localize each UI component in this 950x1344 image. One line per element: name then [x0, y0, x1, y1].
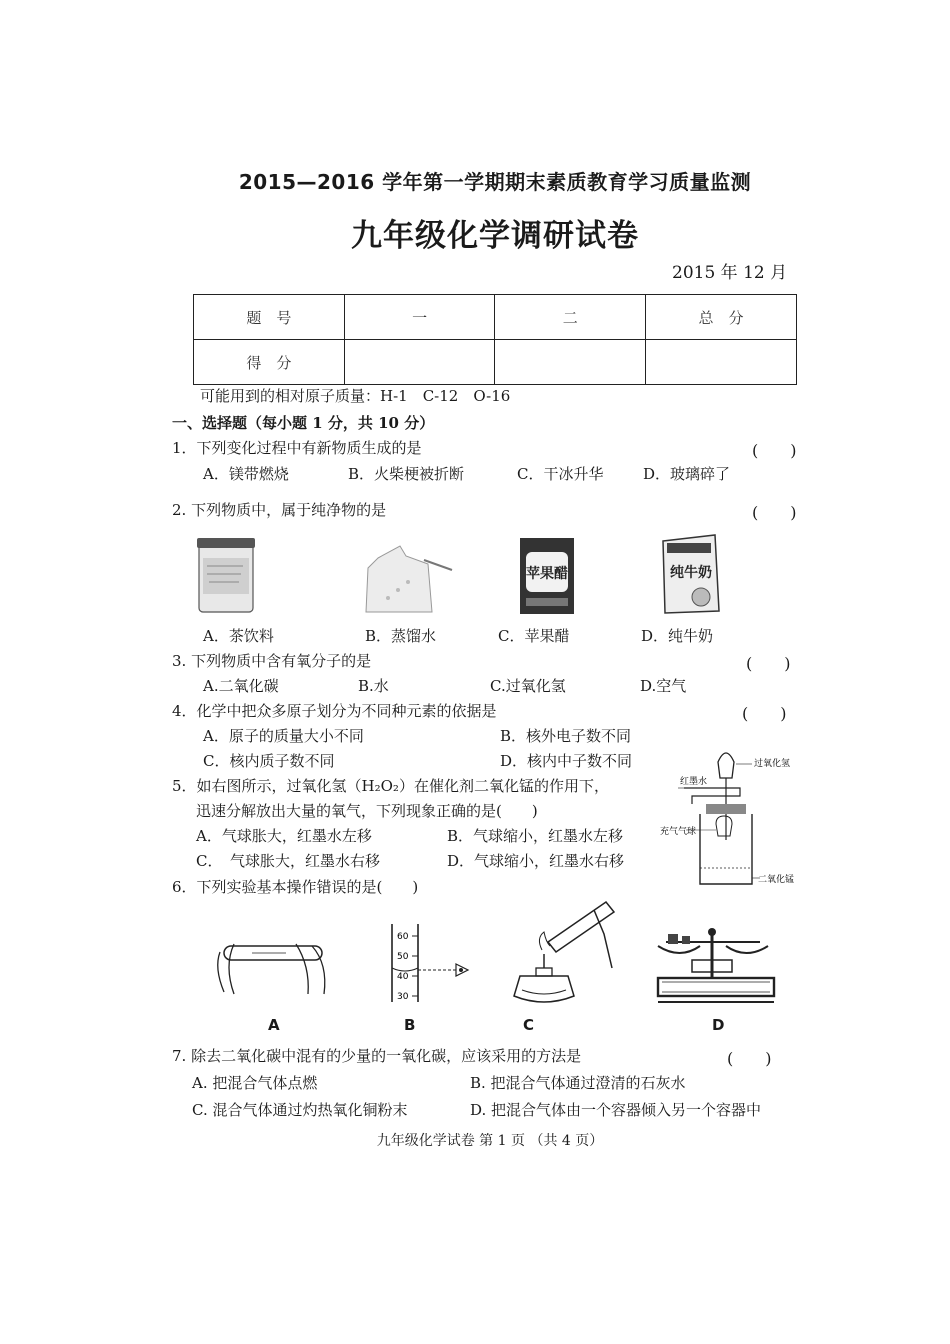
q5-apparatus-diagram: [660, 744, 800, 888]
q3-option-b: B.水: [358, 677, 389, 695]
q6-figure-d-label: D: [712, 1016, 725, 1034]
q6-figure-b-label: B: [404, 1016, 416, 1034]
q1-answer-paren[interactable]: ( ): [752, 441, 797, 460]
q5-option-b: B．气球缩小，红墨水左移: [447, 827, 624, 845]
q2-option-b: B．蒸馏水: [365, 627, 437, 645]
q1-option-d: D．玻璃碎了: [643, 465, 731, 483]
exam-date: 2015 年 12 月: [672, 263, 788, 283]
q4-option-a: A．原子的质量大小不同: [203, 727, 364, 745]
q7-option-b: B. 把混合气体通过澄清的石灰水: [470, 1074, 686, 1092]
exam-title: 九年级化学调研试卷: [351, 218, 639, 254]
q3-option-c: C.过氧化氢: [490, 677, 566, 695]
q5-option-d: D．气球缩小，红墨水右移: [447, 852, 625, 870]
q5-stem-line-1: 5．如右图所示，过氧化氢（H₂O₂）在催化剂二氧化锰的作用下，: [172, 777, 609, 795]
q5-option-a: A．气球胀大，红墨水左移: [196, 827, 372, 845]
section-1-heading: 一、选择题（每小题 1 分，共 10 分）: [172, 414, 435, 432]
q4-option-b: B．核外电子数不同: [500, 727, 632, 745]
q6-tick-40: 40: [397, 972, 409, 982]
q3-option-a: A.二氧化碳: [203, 677, 279, 695]
q6-figure-b-cylinder: [384, 922, 476, 1004]
q3-option-d: D.空气: [640, 677, 687, 695]
apple-vinegar-label-text: 苹果醋: [526, 566, 568, 582]
cell-score-section-2[interactable]: [495, 340, 646, 385]
cell-total-label: 总 分: [646, 295, 797, 340]
q5-option-c: C． 气球胀大，红墨水右移: [196, 852, 380, 870]
q7-option-c: C. 混合气体通过灼热氧化铜粉末: [192, 1101, 408, 1119]
tea-drink-bottle-image: [195, 536, 257, 614]
atomic-mass-note: 可能用到的相对原子质量：H-1 C-12 O-16: [200, 387, 511, 405]
page-footer: 九年级化学试卷 第 1 页 （共 4 页）: [376, 1133, 604, 1149]
q6-figure-d-balance: [652, 920, 780, 1004]
pure-milk-box-image: [659, 533, 723, 615]
q6-stem: 6．下列实验基本操作错误的是( ): [172, 878, 419, 896]
q3-stem: 3. 下列物质中含有氧分子的是: [172, 652, 372, 670]
q1-option-b: B．火柴梗被折断: [348, 465, 465, 483]
cell-section-2-label: 二: [495, 295, 646, 340]
q1-option-a: A．镁带燃烧: [203, 465, 289, 483]
score-table-score-row: [194, 340, 797, 385]
cell-score-label: 得 分: [194, 340, 345, 385]
q2-stem: 2. 下列物质中，属于纯净物的是: [172, 501, 387, 519]
cell-score-total[interactable]: [646, 340, 797, 385]
q7-stem: 7. 除去二氧化碳中混有的少量的一氧化碳，应该采用的方法是: [172, 1047, 582, 1065]
q2-answer-paren[interactable]: ( ): [752, 503, 797, 522]
q7-answer-paren[interactable]: ( ): [727, 1049, 772, 1068]
q7-option-a: A. 把混合气体点燃: [192, 1074, 318, 1092]
q6-figure-c-label: C: [523, 1016, 535, 1034]
score-table: [193, 294, 797, 385]
q5-stem-line-2: 迅速分解放出大量的氧气，下列现象正确的是( ): [196, 802, 538, 820]
q7-option-d: D. 把混合气体由一个容器倾入另一个容器中: [470, 1101, 762, 1119]
q3-answer-paren[interactable]: ( ): [746, 654, 791, 673]
q6-tick-50: 50: [397, 952, 409, 962]
q6-tick-30: 30: [397, 992, 409, 1002]
q2-option-a: A．茶饮料: [203, 627, 274, 645]
q5-label-hydrogen-peroxide: 过氧化氢: [754, 759, 791, 769]
q5-label-manganese-dioxide: 二氧化锰: [758, 875, 795, 885]
q4-option-d: D．核内中子数不同: [500, 752, 633, 770]
pure-milk-label-text: 纯牛奶: [670, 565, 712, 581]
q6-figure-a-heating-tube: [212, 932, 336, 1000]
q2-option-c: C．苹果醋: [498, 627, 570, 645]
cell-section-1-label: 一: [344, 295, 495, 340]
q1-option-c: C．干冰升华: [517, 465, 604, 483]
q6-figure-a-label: A: [268, 1016, 280, 1034]
q5-label-balloon: 充气气球: [660, 827, 697, 837]
exam-subtitle: 2015—2016 学年第一学期期末素质教育学习质量监测: [238, 170, 752, 194]
q4-option-c: C．核内质子数不同: [203, 752, 335, 770]
distilled-water-bottle-image: [348, 540, 458, 614]
q6-tick-60: 60: [397, 932, 409, 942]
q4-answer-paren[interactable]: ( ): [742, 704, 787, 723]
cell-question-number-label: 题 号: [194, 295, 345, 340]
score-table-header-row: [194, 295, 797, 340]
q5-label-red-ink: 红墨水: [680, 777, 708, 787]
cell-score-section-1[interactable]: [344, 340, 495, 385]
q6-figure-c-alcohol-lamps: [500, 894, 620, 1010]
q4-stem: 4．化学中把众多原子划分为不同种元素的依据是: [172, 702, 497, 720]
q2-option-d: D．纯牛奶: [641, 627, 714, 645]
q1-stem: 1．下列变化过程中有新物质生成的是: [172, 439, 422, 457]
apple-vinegar-bottle-image: [516, 536, 578, 616]
